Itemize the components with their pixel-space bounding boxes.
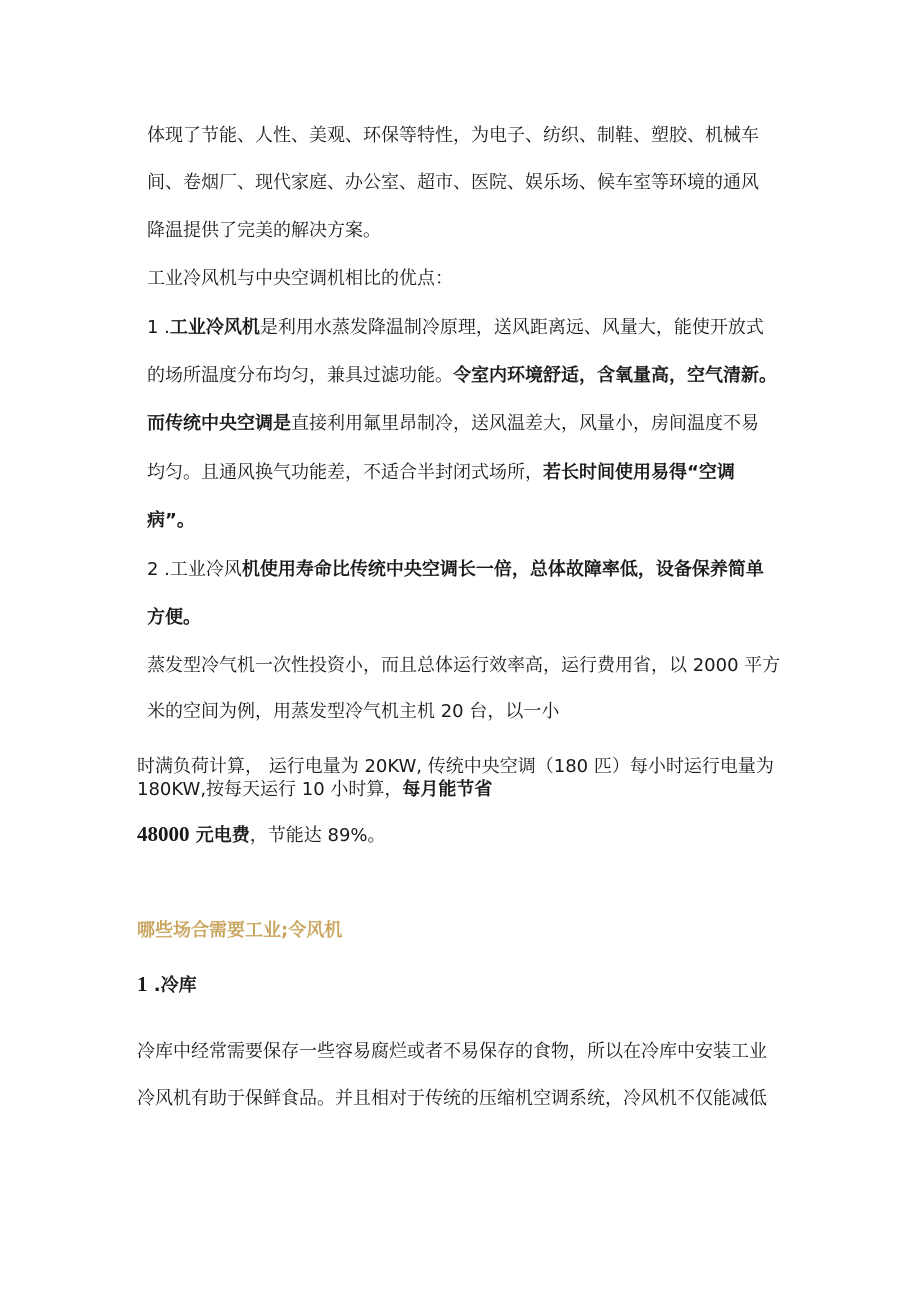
point-1-line-4-text: 均匀。且通风换气功能差，不适合半封闭式场所， <box>147 462 543 483</box>
point-1-line-3-text: 直接利用氟里昂制冷，送风温差大，风量小，房间温度不易 <box>291 413 759 434</box>
evaporative-line-3: 时满负荷计算， 运行电量为 20KW, 传统中央空调（180 匹）每小时运行电量为 <box>137 756 774 777</box>
intro-line-2: 间、卷烟厂、现代家庭、办公室、超市、医院、娱乐场、候车室等环境的通风 <box>147 172 759 193</box>
subsection-number: 1 <box>137 972 148 996</box>
cold-storage-line-1: 冷库中经常需要保存一些容易腐烂或者不易保存的食物，所以在冷库中安装工业 <box>137 1041 767 1062</box>
point-1-line-2-text: 的场所温度分布均匀，兼具过滤功能。 <box>147 365 453 386</box>
point-1-text: 是利用水蒸发降温制冷原理，送风距离远、风量大，能使开放式 <box>259 317 764 338</box>
cold-storage-line-2: 冷风机有助于保鲜食品。并且相对于传统的压缩机空调系统，冷风机不仅能减低 <box>137 1088 767 1109</box>
subsection-label: .冷库 <box>147 975 197 996</box>
point-2-line-2: 方便。 <box>147 607 201 628</box>
point-1-line-4 <box>147 461 735 485</box>
evaporative-line-2: 米的空间为例，用蒸发型冷气机主机 20 台，以一小 <box>147 701 560 722</box>
intro-line-1: 体现了节能、人性、美观、环保等特性，为电子、纺织、制鞋、塑胶、机械车 <box>147 125 759 146</box>
advantages-title: 工业冷风机与中央空调机相比的优点： <box>147 268 453 289</box>
point-1-line-1 <box>147 316 764 340</box>
evaporative-line-1: 蒸发型冷气机一次性投资小，而且总体运行效率高，运行费用省，以 2000 平方 <box>147 655 781 676</box>
point-1-line-3-bold: 而传统中央空调是 <box>147 413 291 434</box>
intro-line-3: 降温提供了完美的解决方案。 <box>147 220 381 241</box>
point-1-term: 工业冷风机 <box>169 317 260 338</box>
savings-unit: 元电费 <box>189 825 250 846</box>
point-1-line-2 <box>147 364 777 388</box>
point-2-bold: 机使用寿命比传统中央空调长一倍，总体故障率低，设备保养简单 <box>241 559 764 580</box>
savings-text: ，节能达 89%。 <box>249 825 386 846</box>
savings-amount: 48000 <box>137 822 190 846</box>
subsection-title <box>137 972 197 998</box>
point-1-prefix: . <box>158 317 170 338</box>
point-2-line-1 <box>147 558 764 582</box>
point-1-line-4-bold: 若长时间使用易得“空调 <box>543 462 735 483</box>
point-2-prefix: .工业冷风 <box>158 559 242 580</box>
evaporative-line-4-bold: 每月能节省 <box>402 779 493 800</box>
evaporative-line-5 <box>137 822 386 848</box>
point-1-number: 1 <box>147 317 159 338</box>
point-1-line-5: 病”。 <box>147 510 195 531</box>
evaporative-line-4 <box>137 778 492 802</box>
section-heading: 哪些场合需要工业;令风机 <box>137 920 343 941</box>
point-1-line-3 <box>147 412 759 436</box>
evaporative-line-4-text: 180KW,按每天运行 10 小时算， <box>137 779 403 800</box>
point-1-line-2-bold: 令室内环境舒适，含氧量高，空气清新。 <box>453 365 777 386</box>
point-2-number: 2 <box>147 559 159 580</box>
